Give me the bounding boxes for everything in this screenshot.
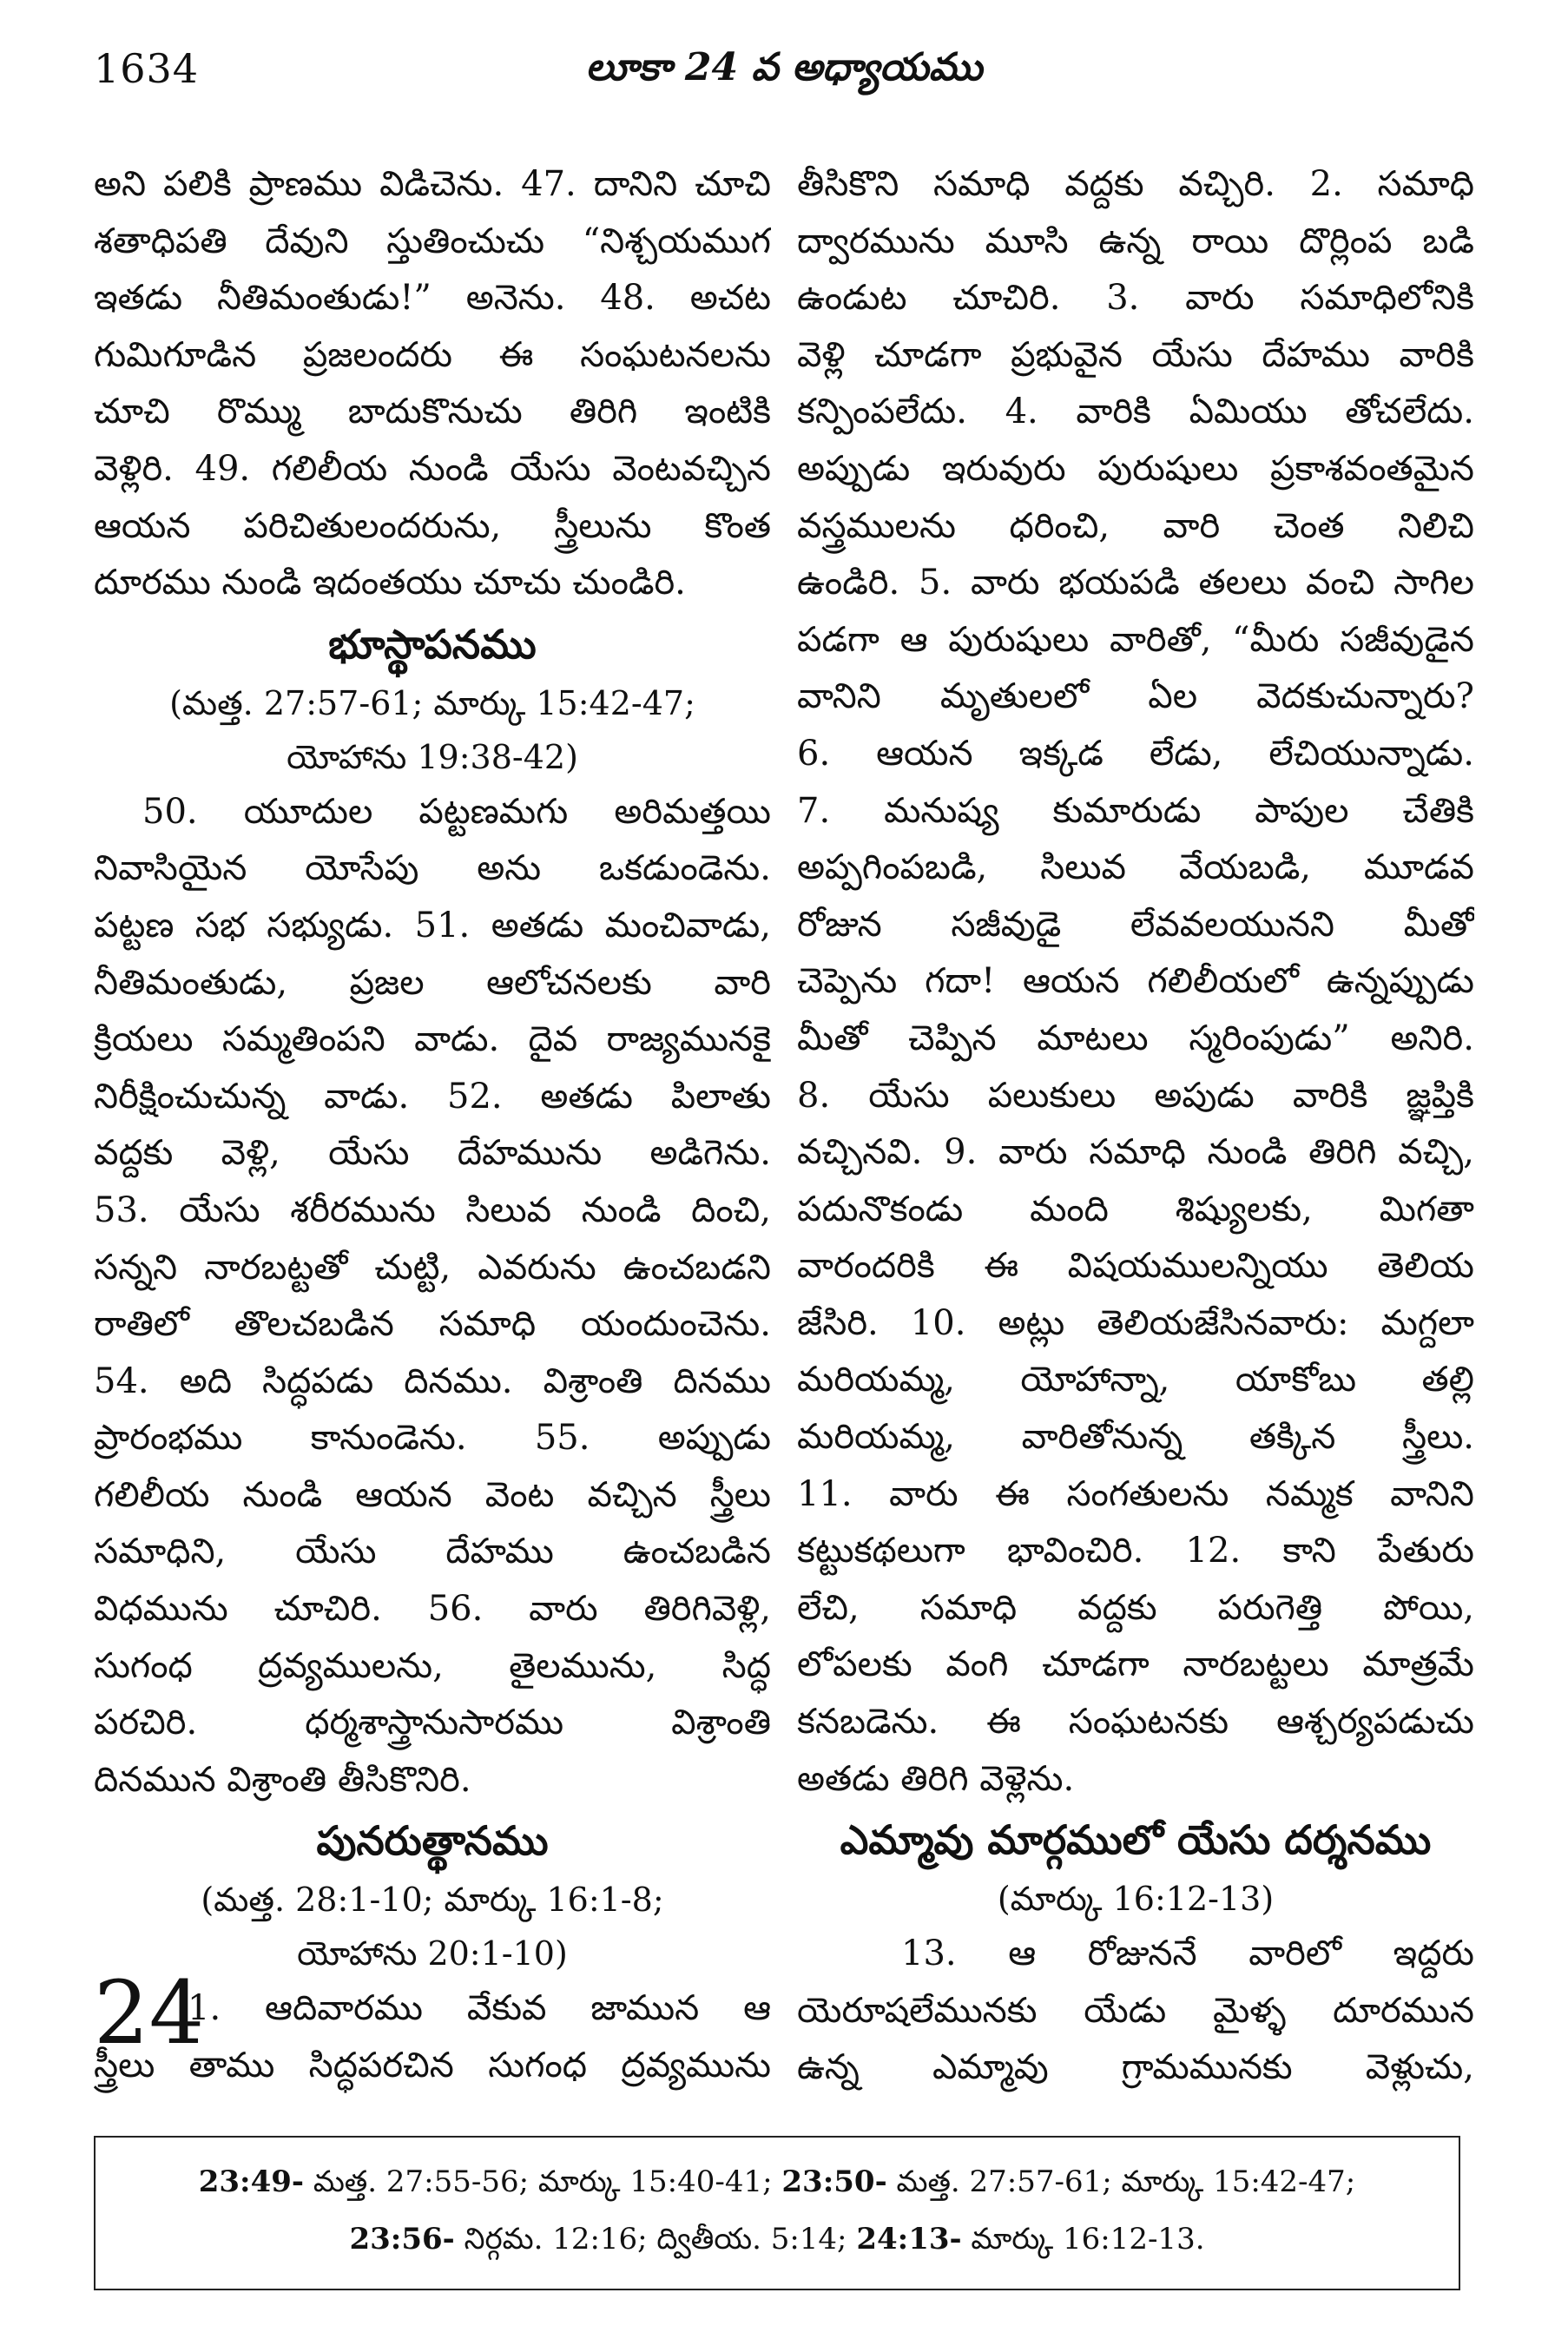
- text-line: మరియమ్మ, వారితోనున్న తక్కిన స్త్రీలు.: [797, 1417, 1474, 1458]
- footnote-ref: 24:13-: [856, 2222, 962, 2256]
- text-line: మరియమ్మ, యోహాన్నా, యాకోబు తల్లి: [797, 1360, 1474, 1400]
- cross-reference: (మత్త. 28:1-10; మార్కు 16:1-8;: [201, 1881, 664, 1920]
- text-line: గలిలీయ నుండి ఆయన వెంట వచ్చిన స్త్రీలు: [94, 1474, 771, 1515]
- cross-reference: యోహాను 19:38-42): [287, 737, 578, 776]
- left-column: [94, 156, 771, 2118]
- section-heading: పునరుత్థానము: [316, 1817, 549, 1865]
- text-line: కనబడెను. ఈ సంఘటనకు ఆశ్చర్యపడుచు: [797, 1702, 1474, 1743]
- footnote-text: మత్త. 27:57-61; మార్కు 15:42-47;: [886, 2164, 1356, 2199]
- text-line: అని పలికి ప్రాణము విడిచెను. 47. దానిని చూచి: [94, 164, 771, 204]
- text-line: వెళ్లి చూడగా ప్రభువైన యేసు దేహము వారికి: [797, 334, 1474, 375]
- text-line: గుమిగూడిన ప్రజలందరు ఈ సంఘటనలను: [94, 334, 771, 375]
- text-line: ప్రారంభము కానుండెను. 55. అప్పుడు: [94, 1418, 771, 1459]
- cross-reference: (మార్కు 16:12-13): [997, 1880, 1275, 1919]
- text-line: నిరీక్షించుచున్న వాడు. 52. అతడు పిలాతు: [94, 1076, 771, 1117]
- right-column: [797, 156, 1474, 2118]
- text-line: 53. యేసు శరీరమును సిలువ నుండి దించి,: [94, 1189, 771, 1230]
- text-line: వానిని మృతులలో ఏల వెదకుచున్నారు?: [797, 676, 1474, 717]
- text-line: క్రియలు సమ్మతింపని వాడు. దైవ రాజ్యమునకై: [94, 1019, 771, 1060]
- text-line: పట్టణ సభ సభ్యుడు. 51. అతడు మంచివాడు,: [94, 905, 771, 945]
- text-line: అప్పగింపబడి, సిలువ వేయబడి, మూడవ: [797, 847, 1474, 888]
- text-line: సమాధిని, యేసు దేహము ఉంచబడిన: [94, 1532, 771, 1572]
- footnote-line: [116, 2153, 1438, 2210]
- right-block-1: [797, 156, 1474, 1808]
- text-line: పడగా ఆ పురుషులు వారితో, “మీరు సజీవుడైన: [797, 619, 1474, 660]
- chapter-start: [94, 1962, 771, 2094]
- text-line: 50. యూదుల పట్టణమగు అరిమత్తయి: [142, 791, 771, 832]
- section-heading: ఎమ్మావు మార్గములో యేసు దర్శనము: [840, 1816, 1432, 1864]
- footnotes-box: [94, 2136, 1460, 2290]
- chapter-number: 24: [94, 1962, 205, 2065]
- text-line: లోపలకు వంగి చూడగా నారబట్టలు మాత్రమే: [797, 1644, 1474, 1685]
- page-header: [94, 45, 1474, 115]
- text-line: వస్త్రములను ధరించి, వారి చెంత నిలిచి: [797, 505, 1474, 546]
- text-line: పరచిరి. ధర్మశాస్త్రానుసారము విశ్రాంతి: [94, 1703, 771, 1743]
- footnote-ref: 23:56-: [349, 2222, 455, 2256]
- text-line: సన్నని నారబట్టతో చుట్టి, ఎవరును ఉంచబడని: [94, 1247, 771, 1288]
- text-line: 7. మనుష్య కుమారుడు పాపుల చేతికి: [797, 790, 1474, 831]
- text-line: విధమును చూచిరి. 56. వారు తిరిగివెళ్లి,: [94, 1589, 771, 1630]
- text-line: 11. వారు ఈ సంగతులను నమ్మక వానిని: [797, 1473, 1474, 1514]
- text-line: 54. అది సిద్ధపడు దినము. విశ్రాంతి దినము: [94, 1360, 771, 1401]
- text-line: ఉండుట చూచిరి. 3. వారు సమాధిలోనికి: [797, 278, 1474, 319]
- text-line: జేసిరి. 10. అట్లు తెలియజేసినవారు: మగ్దలా: [797, 1302, 1474, 1343]
- footnote-line: [116, 2210, 1438, 2268]
- section-heading: భూస్థాపనము: [328, 620, 537, 668]
- text-line: శతాధిపతి దేవుని స్తుతించుచు “నిశ్చయముగ: [94, 221, 771, 261]
- cross-reference: (మత్త. 27:57-61; మార్కు 15:42-47;: [169, 683, 695, 722]
- text-line: 13. ఆ రోజుననే వారిలో ఇద్దరు: [901, 1934, 1474, 1974]
- text-line: దూరము నుండి ఇదంతయు చూచు చుండిరి.: [94, 563, 686, 603]
- text-line: రాతిలో తొలచబడిన సమాధి యందుంచెను.: [94, 1304, 771, 1345]
- footnote-ref: 23:50-: [781, 2164, 887, 2199]
- text-line: వారందరికి ఈ విషయములన్నియు తెలియ: [797, 1246, 1474, 1287]
- text-line: ఇతడు నీతిమంతుడు!” అనెను. 48. అచట: [94, 278, 771, 319]
- footnote-text: నిర్గమ. 12:16; ద్వితీయ. 5:14;: [454, 2222, 857, 2256]
- text-line: యెరూషలేమునకు యేడు మైళ్ళ దూరమున: [797, 1990, 1474, 2031]
- text-line: కట్టుకథలుగా భావించిరి. 12. కాని పేతురు: [797, 1531, 1474, 1571]
- text-line: వెళ్లిరి. 49. గలిలీయ నుండి యేసు వెంటవచ్చిన: [94, 448, 771, 489]
- text-line: దినమున విశ్రాంతి తీసికొనిరి.: [94, 1759, 471, 1800]
- text-line: తీసికొని సమాధి వద్దకు వచ్చిరి. 2. సమాధి: [797, 164, 1474, 204]
- text-line: వద్దకు వెళ్లి, యేసు దేహమును అడిగెను.: [94, 1133, 771, 1174]
- text-line: చెప్పెను గదా! ఆయన గలిలీయలో ఉన్నప్పుడు: [797, 961, 1474, 1002]
- text-line: పదునొకండు మంది శిష్యులకు, మిగతా: [797, 1189, 1474, 1229]
- running-title: లూకా 24 వ అధ్యాయము: [585, 45, 983, 89]
- right-block-2: [797, 1926, 1474, 2097]
- text-line: ఉన్న ఎమ్మావు గ్రామమునకు వెళ్లుచు,: [797, 2047, 1474, 2088]
- text-line: ద్వారమును మూసి ఉన్న రాయి దొర్లింప బడి: [797, 221, 1474, 261]
- footnote-text: మత్త. 27:55-56; మార్కు 15:40-41;: [304, 2164, 782, 2199]
- text-line: చూచి రొమ్ము బాదుకొనుచు తిరిగి ఇంటికి: [94, 392, 771, 432]
- footnote-ref: 23:49-: [198, 2164, 305, 2199]
- text-line: మీతో చెప్పిన మాటలు స్మరింపుడు” అనిరి.: [797, 1018, 1474, 1058]
- text-line: లేచి, సమాధి వద్దకు పరుగెత్తి పోయి,: [797, 1587, 1474, 1628]
- text-line: అప్పుడు ఇరువురు పురుషులు ప్రకాశవంతమైన: [797, 448, 1474, 489]
- text-line: నీతిమంతుడు, ప్రజల ఆలోచనలకు వారి: [94, 962, 771, 1003]
- text-line: సుగంధ ద్రవ్యములను, తైలమును, సిద్ధ: [94, 1645, 771, 1686]
- cross-reference: యోహాను 20:1-10): [297, 1934, 568, 1973]
- page-number: 1634: [94, 45, 200, 92]
- text-line: ఉండిరి. 5. వారు భయపడి తలలు వంచి సాగిల: [797, 563, 1474, 603]
- text-line: 1. ఆదివారము వేకువ జామున ఆ: [188, 1988, 771, 2029]
- text-line: 8. యేసు పలుకులు అపుడు వారికి జ్ఞప్తికి: [797, 1075, 1474, 1116]
- text-line: వచ్చినవి. 9. వారు సమాధి నుండి తిరిగి వచ్చి,: [797, 1132, 1474, 1173]
- footnote-text: మార్కు 16:12-13.: [961, 2222, 1205, 2256]
- text-line: నివాసియైన యోసేపు అను ఒకడుండెను.: [94, 848, 771, 889]
- text-line: అతడు తిరిగి వెళ్లెను.: [797, 1758, 1075, 1799]
- text-line: స్త్రీలు తాము సిద్ధపరచిన సుగంధ ద్రవ్యమును: [94, 2046, 771, 2086]
- text-line: 6. ఆయన ఇక్కడ లేడు, లేచియున్నాడు.: [797, 733, 1474, 774]
- left-block-2: [94, 784, 771, 1809]
- left-block-1: [94, 156, 771, 612]
- text-line: ఆయన పరిచితులందరును, స్త్రీలును కొంత: [94, 505, 771, 546]
- text-line: కన్పింపలేదు. 4. వారికి ఏమియు తోచలేదు.: [797, 392, 1474, 432]
- text-line: రోజున సజీవుడై లేవవలయునని మీతో: [797, 904, 1474, 945]
